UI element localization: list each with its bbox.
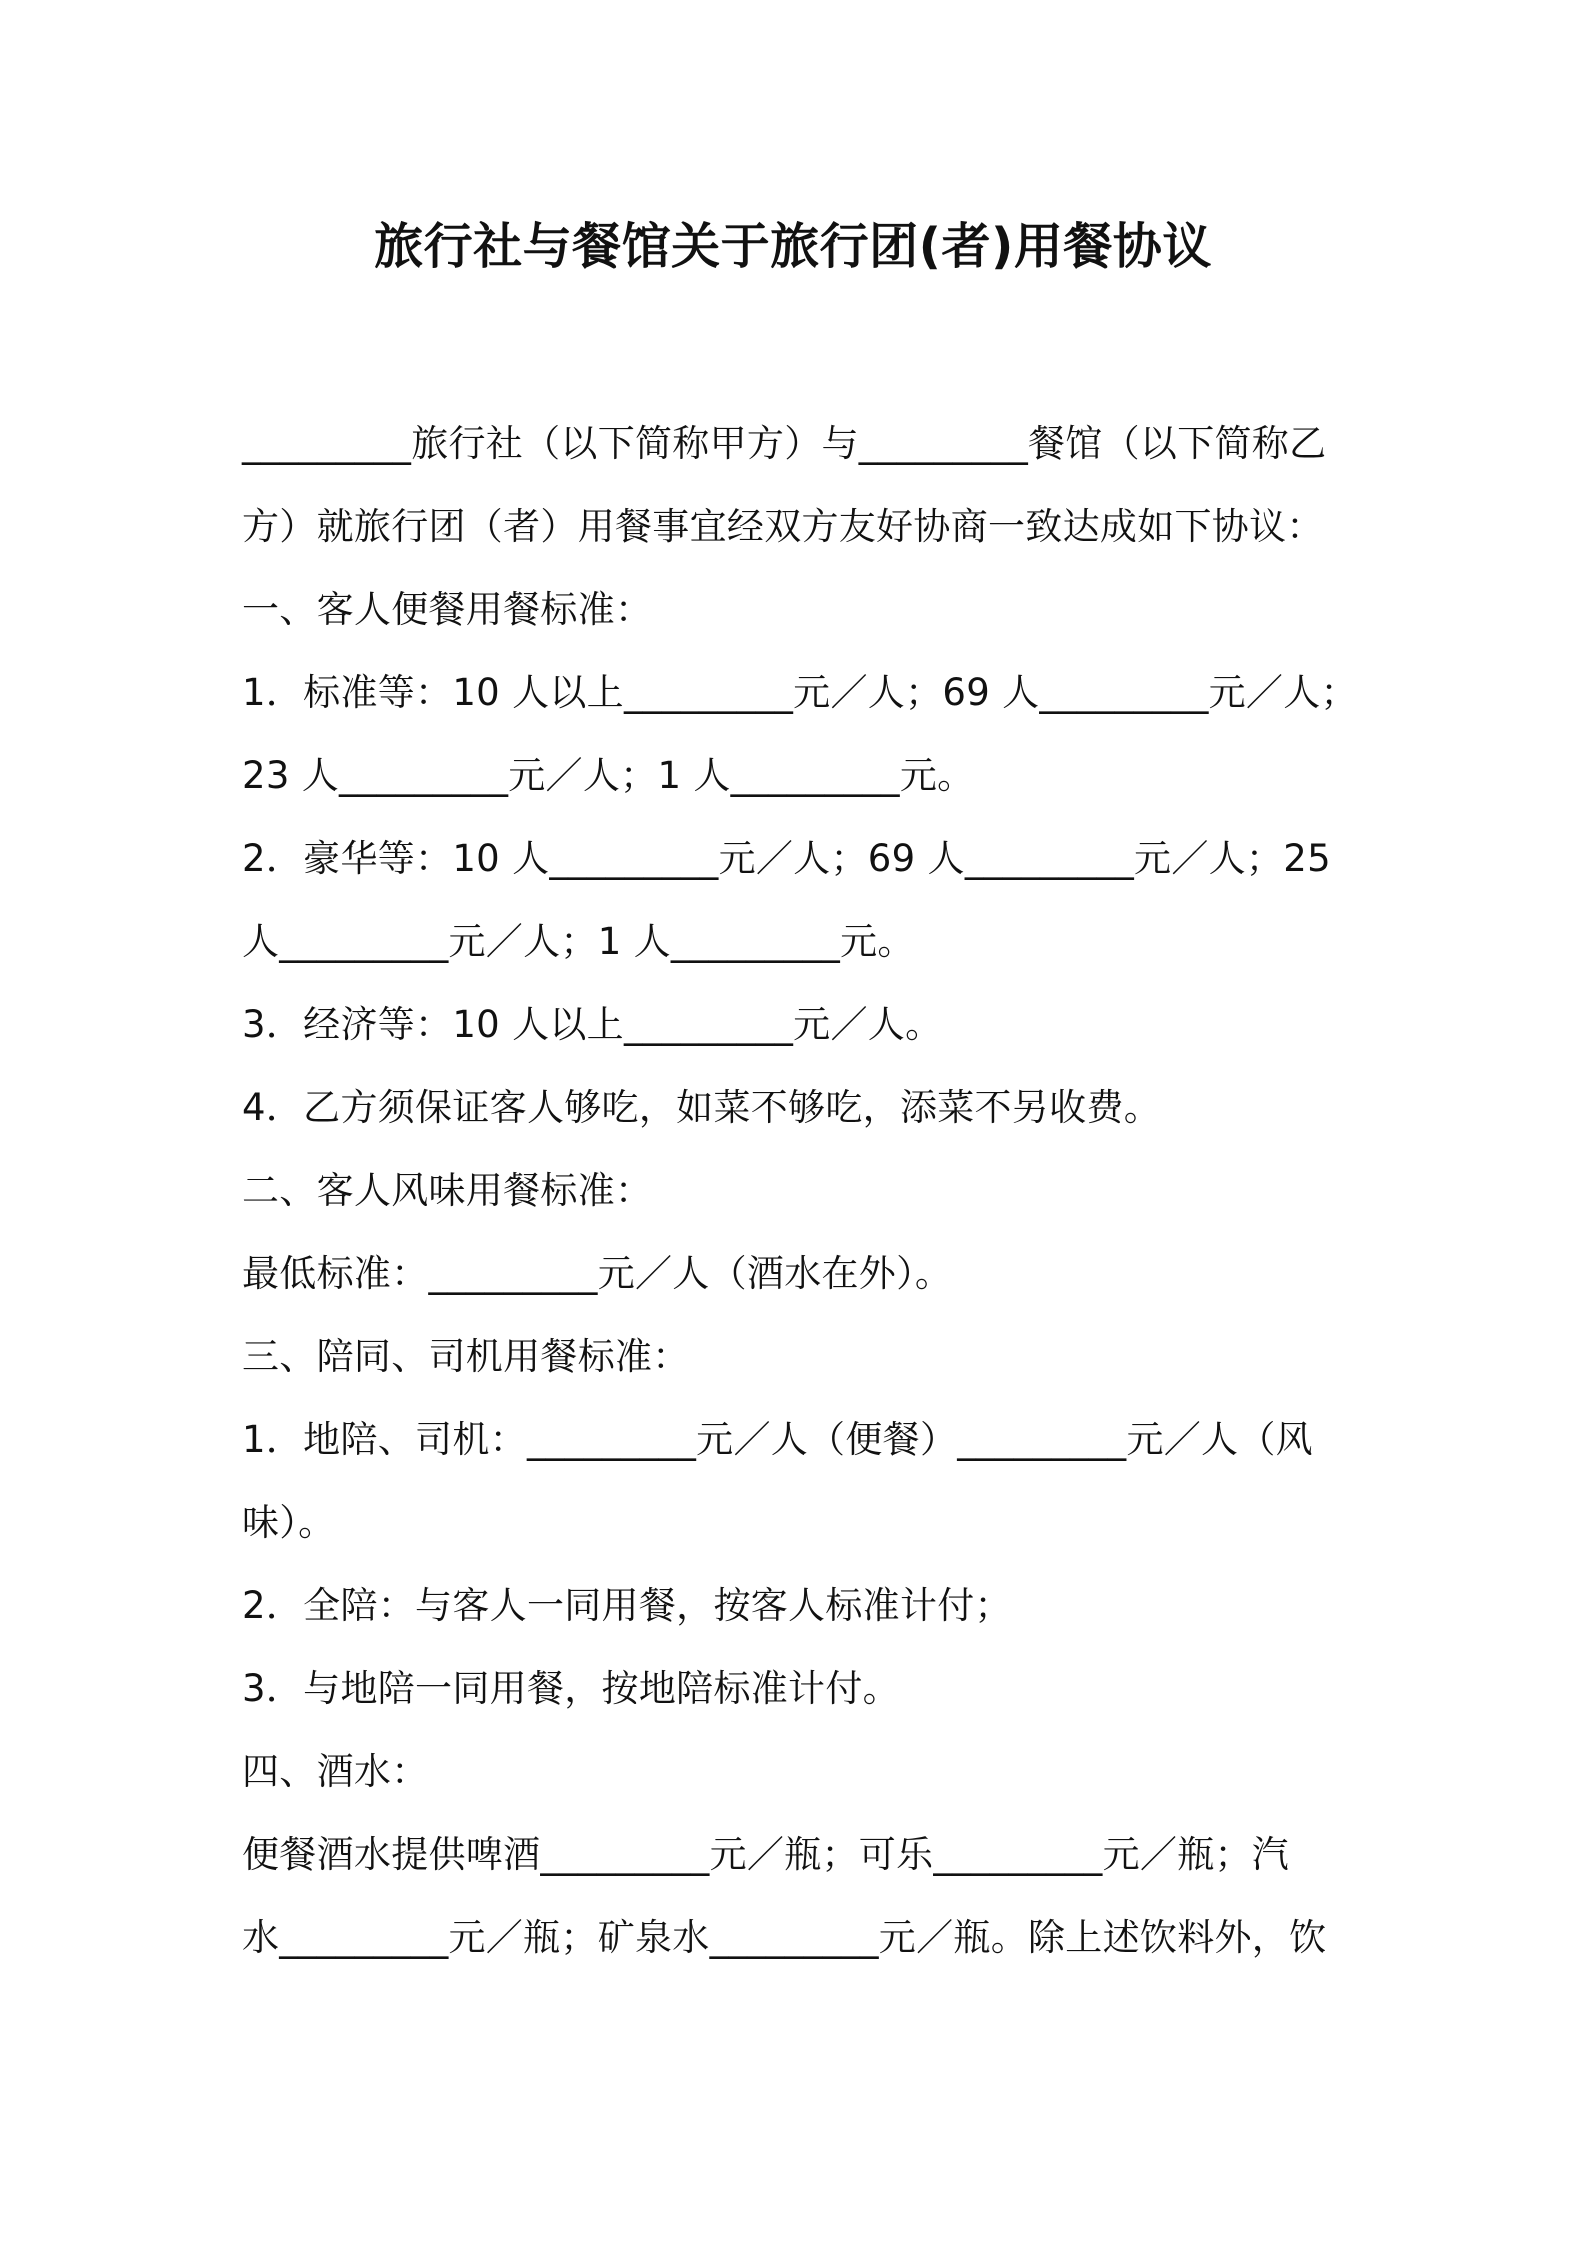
paragraph-line: 味）。 <box>242 1501 336 1544</box>
section-heading: 四、酒水： <box>242 1750 429 1793</box>
section-heading: 二、客人风味用餐标准： <box>242 1169 653 1212</box>
section-heading: 三、陪同、司机用餐标准： <box>242 1335 690 1378</box>
paragraph-line: 2．豪华等：10 人_________元／人；69 人_________元／人；25 <box>242 837 1331 880</box>
paragraph-line: 方）就旅行团（者）用餐事宜经双方友好协商一致达成如下协议： <box>242 505 1324 548</box>
paragraph-line: 1．地陪、司机：_________元／人（便餐）_________元／人（风 <box>242 1418 1313 1461</box>
paragraph-line: 2．全陪：与客人一同用餐，按客人标准计付； <box>242 1584 1012 1627</box>
paragraph-line: 水_________元／瓶；矿泉水_________元／瓶。除上述饮料外，饮 <box>242 1916 1327 1959</box>
paragraph-line: _________旅行社（以下简称甲方）与_________餐馆（以下简称乙 <box>242 422 1327 465</box>
paragraph-line: 最低标准：_________元／人（酒水在外）。 <box>242 1252 953 1295</box>
paragraph-line: 3．经济等：10 人以上_________元／人。 <box>242 1003 943 1046</box>
document-title: 旅行社与餐馆关于旅行团(者)用餐协议 <box>374 218 1212 275</box>
document-body <box>242 402 1362 1979</box>
section-heading: 一、客人便餐用餐标准： <box>242 588 653 631</box>
paragraph-line: 23 人_________元／人；1 人_________元。 <box>242 754 975 797</box>
paragraph-line: 便餐酒水提供啤酒_________元／瓶；可乐_________元／瓶；汽 <box>242 1833 1290 1876</box>
paragraph-line: 3．与地陪一同用餐，按地陪标准计付。 <box>242 1667 900 1710</box>
paragraph-line: 4．乙方须保证客人够吃，如菜不够吃，添菜不另收费。 <box>242 1086 1162 1129</box>
paragraph-line: 1．标准等：10 人以上_________元／人；69 人_________元／人； <box>242 671 1358 714</box>
paragraph-line: 人_________元／人；1 人_________元。 <box>242 920 915 963</box>
